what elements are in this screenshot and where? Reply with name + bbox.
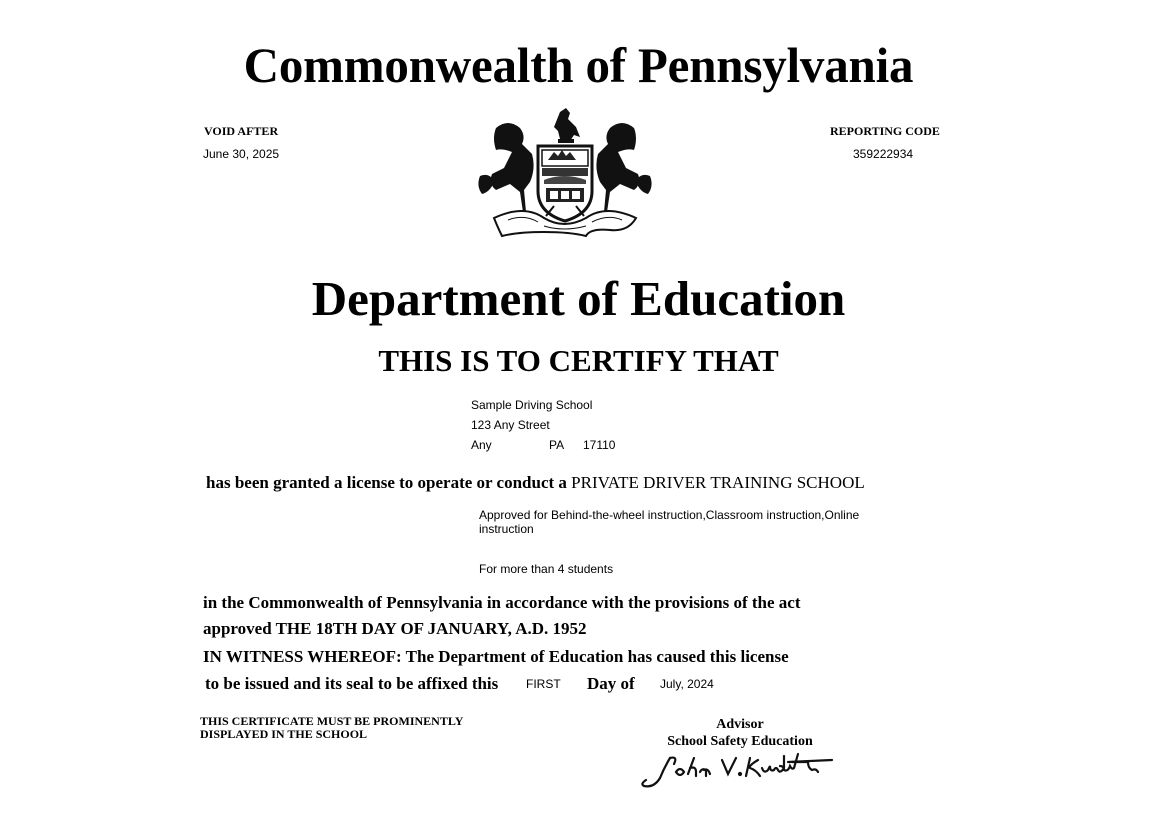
school-name: Sample Driving School	[471, 398, 593, 412]
display-notice-line1: THIS CERTIFICATE MUST BE PROMINENTLY	[200, 714, 464, 728]
school-address-block	[471, 395, 615, 455]
school-state: PA	[549, 438, 565, 452]
signature-icon	[640, 750, 840, 792]
school-street: 123 Any Street	[471, 418, 550, 432]
department-heading: Department of Education	[311, 271, 846, 326]
signer-block	[640, 716, 840, 750]
act-approved-date-line: approved THE 18TH DAY OF JANUARY, A.D. 1952	[203, 619, 587, 638]
school-city: Any	[471, 438, 492, 452]
certificate-title: Commonwealth of Pennsylvania	[243, 37, 914, 93]
license-type: PRIVATE DRIVER TRAINING SCHOOL	[571, 473, 865, 492]
signer-office: School Safety Education	[667, 734, 813, 749]
void-after-date: June 30, 2025	[203, 147, 280, 161]
issue-day: FIRST	[526, 677, 561, 691]
void-after-label: VOID AFTER	[204, 124, 279, 138]
school-zip: 17110	[583, 438, 616, 452]
seal-affixed-line: to be issued and its seal to be affixed this	[205, 674, 499, 693]
pennsylvania-seal-icon	[474, 106, 656, 240]
reporting-code-label: REPORTING CODE	[830, 124, 940, 138]
signer-title: Advisor	[716, 717, 764, 732]
issue-month-year: July, 2024	[660, 677, 714, 691]
school-city-state-zip	[471, 435, 615, 455]
display-notice-line2: DISPLAYED IN THE SCHOOL	[200, 727, 368, 741]
license-grant-line	[206, 473, 865, 493]
student-capacity: For more than 4 students	[479, 562, 614, 576]
witness-line: IN WITNESS WHEREOF: The Department of Education has caused this license	[203, 647, 789, 666]
act-provision-line: in the Commonwealth of Pennsylvania in accordance with the provisions of the act	[203, 593, 801, 612]
certify-heading: THIS IS TO CERTIFY THAT	[378, 343, 779, 378]
approved-instruction-types: Approved for Behind-the-wheel instruction,Classroom instruction,Online instruction	[479, 508, 860, 536]
day-of-label: Day of	[587, 674, 635, 693]
reporting-code-value: 359222934	[853, 147, 914, 161]
granted-text: has been granted a license to operate or conduct a	[206, 473, 567, 492]
display-notice	[200, 715, 463, 741]
